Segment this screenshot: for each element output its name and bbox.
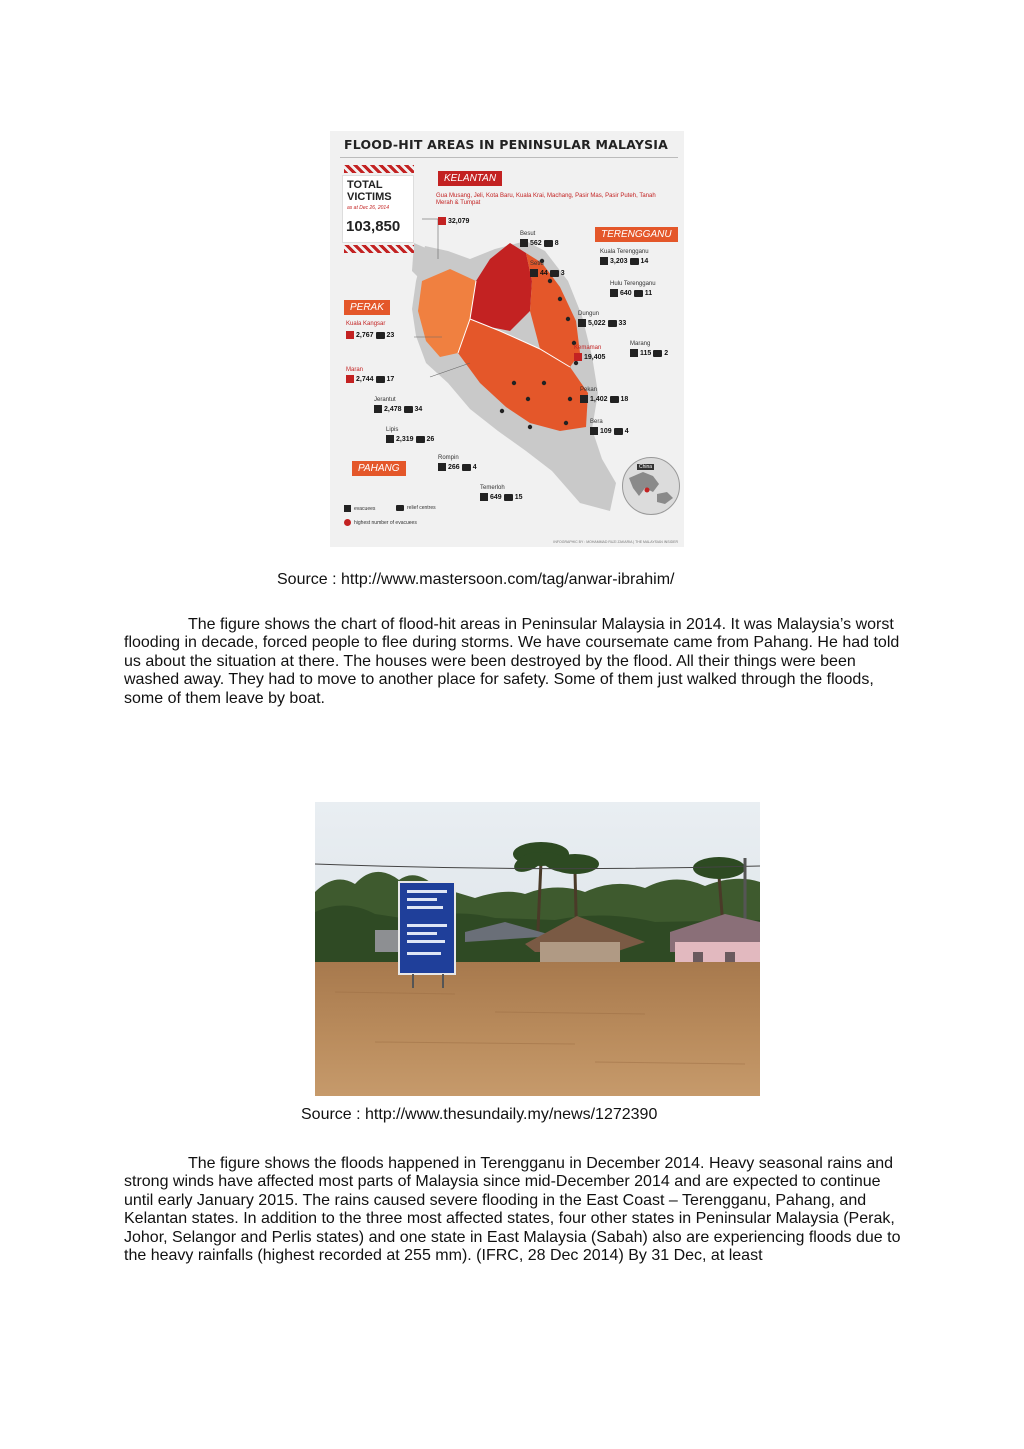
district-relief: 26 — [426, 435, 435, 443]
paragraph-2-text: The figure shows the floods happened in Terengganu in December 2014. Heavy seasonal rains and strong winds have affected most parts of Malaysia since mid-December 2014 and are expected to continue until early January 2015. The rains caused severe flooding in the East Coast – Terengganu, Pahang, and Kelantan states. In addition to the three most affected states, four other states in Peninsular Malaysia (Perak, Johor, Selangor and Perlis states) and one state in East Malaysia (Sabah) also are experiencing floods due to the heavy rainfalls (highest recorded at 255 mm). (IFRC, 28 Dec 2014) By 31 Dec, at least — [124, 1155, 901, 1265]
evacuee-icon — [610, 289, 618, 297]
relief-centre-icon — [630, 258, 639, 265]
district-stat-row — [610, 289, 652, 297]
legend-evacuees — [344, 505, 375, 512]
state-tag-perak: PERAK — [344, 300, 390, 315]
relief-centre-icon — [544, 240, 553, 247]
district-name: Marang — [630, 341, 651, 347]
district-stat-row — [480, 493, 522, 501]
district-stat-row — [574, 353, 605, 361]
state-tag-pahang: PAHANG — [352, 461, 406, 476]
district-evacuees: 649 — [490, 493, 502, 501]
evacuee-icon — [386, 435, 394, 443]
flood-infographic — [330, 131, 684, 547]
district-stat-row — [590, 427, 629, 435]
relief-centre-icon — [404, 406, 413, 413]
kelantan-districts: Gua Musang, Jeli, Kota Baru, Kuala Krai, Machang, Pasir Mas, Pasir Puteh, Tanah Merah & Tumpat — [436, 193, 656, 206]
district-stat-row — [374, 405, 422, 413]
total-victims-number: 103,850 — [346, 218, 401, 235]
relief-centre-icon — [550, 270, 559, 277]
district-name: Rompin — [438, 455, 459, 461]
evacuee-icon — [480, 493, 488, 501]
district-name: Jerantut — [374, 397, 396, 403]
district-evacuees: 1,402 — [590, 395, 608, 403]
flood-scene-image — [315, 802, 760, 1096]
state-tag-terengganu: TERENGGANU — [595, 227, 678, 242]
district-evacuees: 44 — [540, 269, 548, 277]
evacuee-icon — [520, 239, 528, 247]
district-stat-row — [438, 463, 477, 471]
hatch-top — [344, 165, 414, 173]
district-name: Pekan — [580, 387, 598, 393]
district-stat-row — [346, 375, 394, 383]
district-relief: 11 — [644, 289, 653, 297]
district-evacuees: 3,203 — [610, 257, 628, 265]
evacuee-icon — [578, 319, 586, 327]
paragraph-1 — [124, 616, 914, 708]
district-evacuees: 266 — [448, 463, 460, 471]
evacuee-icon — [438, 463, 446, 471]
district-relief: 17 — [386, 375, 395, 383]
district-evacuees: 562 — [530, 239, 542, 247]
legend-relief — [396, 505, 436, 511]
district-relief: 34 — [414, 405, 423, 413]
district-name: Setiu — [530, 261, 544, 267]
evacuee-icon — [438, 217, 446, 225]
district-relief: 4 — [472, 463, 477, 471]
relief-centre-icon — [376, 332, 385, 339]
evacuee-icon — [574, 353, 582, 361]
total-victims-box — [342, 175, 414, 243]
perak-district: Kuala Kangsar — [346, 321, 386, 327]
relief-centre-icon — [634, 290, 643, 297]
district-relief: 33 — [618, 319, 627, 327]
relief-centre-icon — [462, 464, 471, 471]
evacuee-icon — [374, 405, 382, 413]
district-stat-row — [578, 319, 626, 327]
district-stat-row — [630, 349, 668, 357]
highest-dot-icon — [344, 519, 351, 526]
infographic-credit: INFOGRAPHIC BY : MOHAMMAD RUZI ZAKARIA | THE MALAYSIAN INSIDER — [553, 540, 678, 544]
infographic-title: FLOOD-HIT AREAS IN PENINSULAR MALAYSIA — [344, 137, 669, 152]
district-stat-row — [520, 239, 559, 247]
district-evacuees: 5,022 — [588, 319, 606, 327]
district-evacuees: 109 — [600, 427, 612, 435]
caption-source-2: Source : http://www.thesundaily.my/news/1272390 — [301, 1106, 658, 1123]
district-name: Hulu Terengganu — [610, 281, 656, 287]
relief-centre-icon — [376, 376, 385, 383]
evacuee-icon — [344, 505, 351, 512]
relief-centre-icon — [614, 428, 623, 435]
kelantan-stat — [438, 217, 469, 225]
district-evacuees: 115 — [640, 349, 652, 357]
district-stat-row — [580, 395, 628, 403]
evacuee-icon — [590, 427, 598, 435]
paragraph-2 — [124, 1155, 914, 1265]
district-name: Lipis — [386, 427, 399, 433]
district-relief: 2 — [664, 349, 669, 357]
district-relief: 8 — [554, 239, 559, 247]
district-stat-row — [386, 435, 434, 443]
district-stat-row — [600, 257, 648, 265]
district-evacuees: 2,744 — [356, 375, 374, 383]
evacuee-icon — [580, 395, 588, 403]
relief-centre-icon — [396, 505, 404, 511]
district-relief: 18 — [620, 395, 629, 403]
hatch-bottom — [344, 245, 414, 253]
legend-relief-label: relief centres — [407, 505, 436, 511]
perak-evacuees: 2,767 — [356, 331, 374, 339]
district-name: Temerloh — [480, 485, 505, 491]
district-name: Dungun — [578, 311, 600, 317]
district-relief: 3 — [560, 269, 565, 277]
district-relief: 14 — [640, 257, 649, 265]
district-evacuees: 2,478 — [384, 405, 402, 413]
district-name: Bera — [590, 419, 603, 425]
paragraph-1-text: The figure shows the chart of flood-hit areas in Peninsular Malaysia in 2014. It was Malaysia’s worst flooding in decade, forced people to flee during storms. We have coursemate came from Pahang. He had told us about the situation at there. The houses were been destroyed by the flood. All their things were been washed away. They had to move to another place for safety. Some of them just walked through the floods, some of them leave by boat. — [124, 616, 900, 707]
perak-relief: 23 — [386, 331, 395, 339]
district-relief: 15 — [514, 493, 523, 501]
district-stat-row — [530, 269, 565, 277]
evacuee-icon — [630, 349, 638, 357]
evacuee-icon — [530, 269, 538, 277]
relief-centre-icon — [504, 494, 513, 501]
flood-photo — [315, 802, 760, 1096]
relief-centre-icon — [653, 350, 662, 357]
caption-source-1: Source : http://www.mastersoon.com/tag/anwar-ibrahim/ — [277, 571, 675, 588]
district-evacuees: 640 — [620, 289, 632, 297]
legend-highest-label: highest number of evacuees — [354, 519, 417, 526]
inset-china-label: China — [639, 464, 653, 470]
total-victims-label: TOTAL VICTIMS — [347, 179, 392, 203]
evacuee-icon — [346, 331, 354, 339]
kelantan-evacuees: 32,079 — [448, 217, 470, 225]
district-name: Maran — [346, 367, 364, 373]
legend-highest — [344, 519, 417, 526]
title-rule — [340, 157, 678, 158]
relief-centre-icon — [608, 320, 617, 327]
district-name: Kemaman — [574, 345, 602, 351]
total-victims-date: as at Dec 26, 2014 — [347, 205, 389, 211]
district-name: Kuala Terengganu — [600, 249, 649, 255]
district-relief: 4 — [624, 427, 629, 435]
evacuee-icon — [600, 257, 608, 265]
state-tag-kelantan: KELANTAN — [438, 171, 502, 186]
district-name: Besut — [520, 231, 536, 237]
district-evacuees: 2,319 — [396, 435, 414, 443]
relief-centre-icon — [416, 436, 425, 443]
legend-evacuees-label: evacuees — [354, 505, 376, 512]
district-evacuees: 19,405 — [584, 353, 606, 361]
relief-centre-icon — [610, 396, 619, 403]
inset-globe-map — [622, 457, 680, 515]
perak-stat — [346, 331, 394, 339]
evacuee-icon — [346, 375, 354, 383]
